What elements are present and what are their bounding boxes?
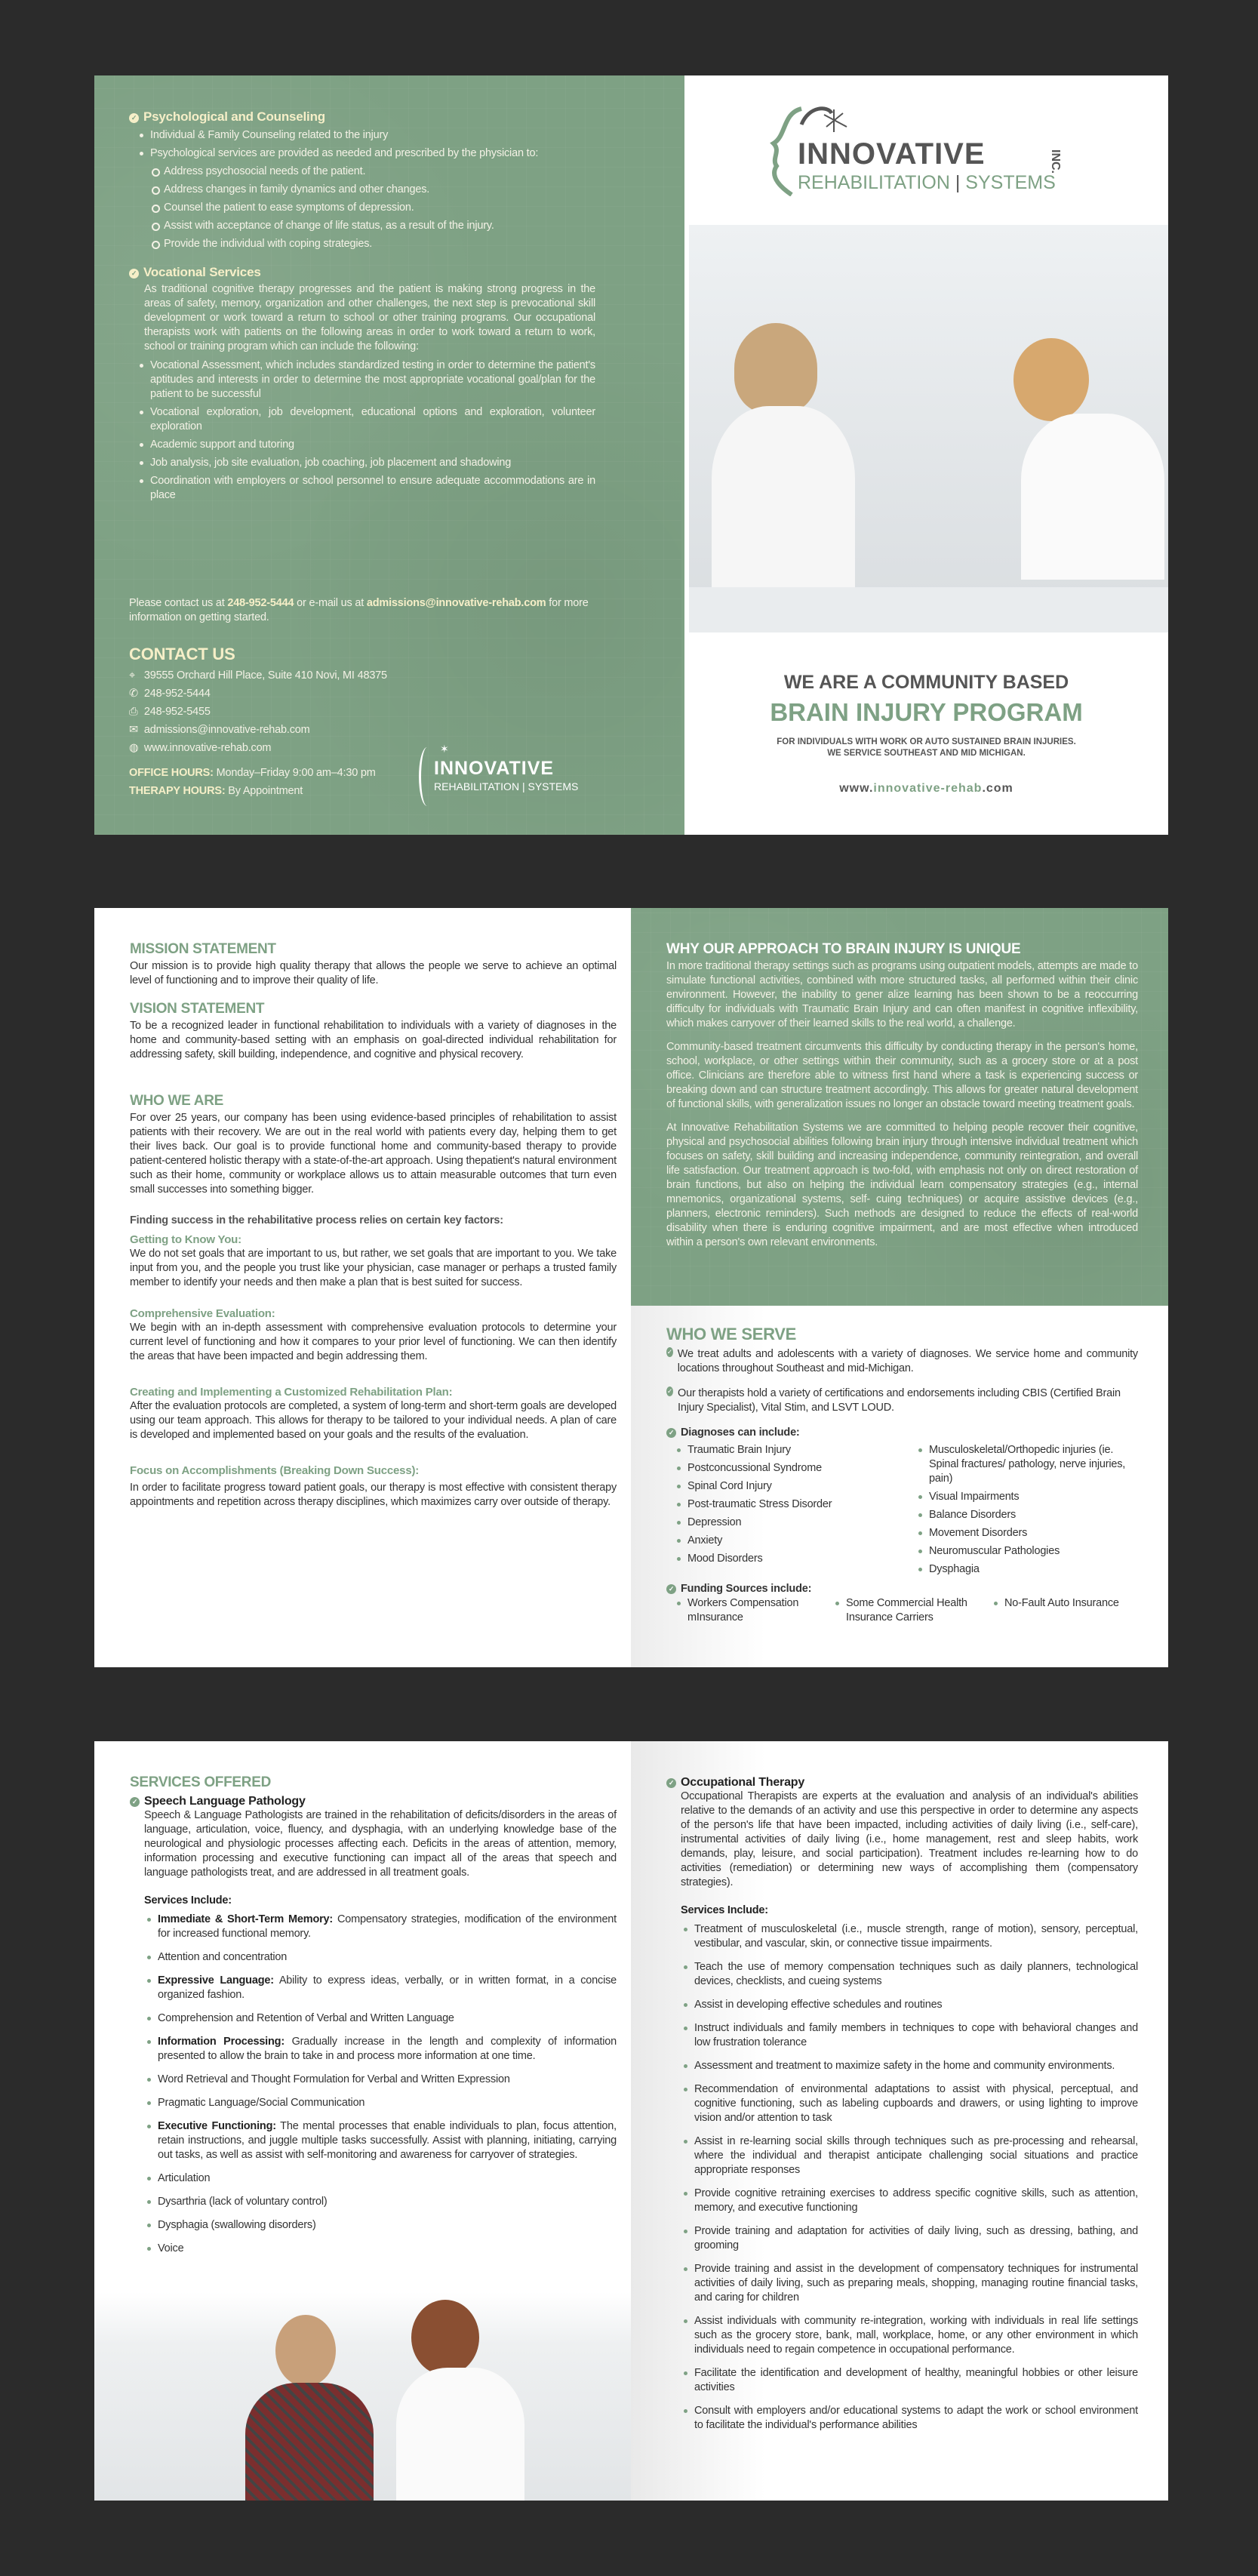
check-circle-icon: ✓ — [666, 1428, 676, 1438]
psych-subitem: Assist with acceptance of change of life status, as a result of the injury. — [137, 219, 595, 233]
logo-line1: INNOVATIVE — [798, 137, 986, 171]
funding-title: Funding Sources include: — [681, 1583, 812, 1595]
contact-email[interactable]: admissions@innovative-rehab.com — [143, 724, 310, 736]
prompt-text: Please contact us at — [129, 597, 228, 609]
ot-service-item: Assist in developing effective schedules and routines — [681, 1998, 1138, 2012]
ot-title: Occupational Therapy — [681, 1776, 805, 1789]
factor-item — [130, 1306, 617, 1364]
contact-title: CONTACT US — [129, 645, 235, 663]
logo-inc: INC. — [1049, 149, 1062, 174]
slp-service-item — [144, 2011, 617, 2026]
office-hours-label: OFFICE HOURS: — [129, 767, 214, 779]
check-circle-icon: ✓ — [129, 269, 139, 279]
envelope-icon: ✉ — [129, 724, 138, 736]
check-circle-icon: ✓ — [666, 1348, 673, 1356]
services-contact-column — [94, 75, 681, 835]
contact-prompt — [129, 596, 612, 625]
prompt-email-link[interactable]: admissions@innovative-rehab.com — [366, 597, 546, 609]
web-part: innovative-rehab — [873, 782, 983, 795]
prompt-text: for more information on getting started. — [129, 597, 589, 623]
slp-service-item — [144, 1950, 617, 1965]
vision-body: To be a recognized leader in functional rehabilitation to individuals with a variety of diagnoses in the home and community-based setting with an emphasis on goal-directed individual rehabilitation for addressing safety, skill building, independence, and cognitive and physical recovery. — [130, 1020, 617, 1060]
diagnosis-item: Post-traumatic Stress Disorder — [674, 1497, 915, 1512]
diagnosis-item: Anxiety — [674, 1534, 915, 1548]
factor-title: Getting to Know You: — [130, 1233, 241, 1246]
check-circle-icon: ✓ — [666, 1778, 676, 1788]
prompt-text: or e-mail us at — [294, 597, 367, 609]
factor-item — [130, 1463, 617, 1510]
ot-service-item: Provide cognitive retraining exercises to address specific cognitive skills, such as attention, memory, and executive functioning — [681, 2187, 1138, 2215]
slp-service-item — [144, 2195, 617, 2209]
ot-service-item-list — [681, 1922, 1138, 2433]
service-text: Voice — [158, 2242, 184, 2254]
factor-title: Focus on Accomplishments (Breaking Down Success): — [130, 1464, 420, 1477]
psych-item: Psychological services are provided as needed and prescribed by the physician to: — [137, 146, 595, 161]
logo-word: REHABILITATION — [798, 172, 950, 193]
vocational-item: Job analysis, job site evaluation, job coaching, job placement and shadowing — [137, 456, 595, 470]
web-part: www. — [839, 782, 874, 795]
factor-title: Creating and Implementing a Customized Rehabilitation Plan: — [130, 1386, 453, 1399]
ot-column — [631, 1741, 1168, 2501]
slp-title: Speech Language Pathology — [144, 1795, 306, 1808]
factor-body: We do not set goals that are important to us, but rather, we set goals that are important to you. We take input from you, and the people you trust like your physician, case manager or perhaps a trusted family member to identify your needs and then make a plan that is best suited for success. — [130, 1248, 617, 1288]
cover-headline — [684, 672, 1168, 796]
therapy-hours-label: THERAPY HOURS: — [129, 785, 226, 797]
diagnosis-item: Spinal Cord Injury — [674, 1479, 915, 1494]
why-unique-section — [631, 908, 1168, 1306]
contact-phone[interactable]: 248-952-5444 — [143, 688, 211, 700]
slp-services-title: Services Include: — [144, 1894, 232, 1907]
slp-services-list — [144, 1913, 617, 2256]
cover-line2: BRAIN INJURY PROGRAM — [770, 698, 1083, 726]
ot-service-item: Assist individuals with community re-integration, working with individuals in real life settings such as the grocery store, bank, mall, workplace, home, or any other environment in which individuals need to regain competence in occupational performance. — [681, 2314, 1138, 2357]
psych-subitem: Address changes in family dynamics and other changes. — [137, 183, 595, 197]
check-circle-icon: ✓ — [666, 1584, 676, 1594]
ot-service-item: Consult with employers and/or educational systems to adapt the work or school environment to facilitate the individual's performance abilities — [681, 2404, 1138, 2433]
slp-service-item — [144, 2119, 617, 2162]
cover-column — [681, 75, 1168, 835]
diagnosis-item: Depression — [674, 1516, 915, 1530]
contact-section — [129, 647, 446, 799]
phone-icon: ✆ — [129, 688, 138, 700]
diagnosis-item: Dysphagia — [915, 1562, 1127, 1577]
logo-word: SYSTEMS — [965, 172, 1056, 193]
service-text: Articulation — [158, 2172, 211, 2184]
slp-service-item — [144, 2073, 617, 2087]
psych-item: Individual & Family Counseling related to the injury — [137, 128, 595, 143]
who-we-are-body: For over 25 years, our company has been using evidence-based principles of rehabilitation to assist patients with their recovery. We are out in the real world with patients every day, helping them to get their lives back. Our goal is to provide functional home and community-based therapy to provide patient-centered holistic therapy with a state-of-the-art approach. Using thepatient's natural environment such as their home, community or workplace allows us to attain measurable outcomes that turn even small successes into something bigger. — [130, 1112, 617, 1196]
vocational-heading — [129, 265, 595, 279]
ot-service-item: Instruct individuals and family members in techniques to cope with behavioral changes and low frustration tolerance — [681, 2021, 1138, 2050]
service-label: Executive Functioning: — [158, 2120, 276, 2132]
why-title: WHY OUR APPROACH TO BRAIN INJURY IS UNIQUE — [666, 941, 1021, 957]
psych-item-list — [137, 128, 595, 161]
mission-body: Our mission is to provide high quality therapy that allows the people we serve to achieve an optimal level of functioning and to improve their quality of life. — [130, 960, 617, 986]
ot-service-item: Facilitate the identification and development of healthy, meaningful hobbies or other leisure activities — [681, 2366, 1138, 2395]
slp-service-item — [144, 2096, 617, 2110]
psych-subitem-list — [137, 165, 595, 251]
cover-line4: WE SERVICE SOUTHEAST AND MID MICHIGAN. — [827, 749, 1026, 758]
logo-word: REHABILITATION — [434, 780, 520, 792]
about-column — [130, 942, 617, 1667]
main-logo — [684, 106, 1168, 196]
vocational-item: Vocational exploration, job development, educational options and exploration, volunteer exploration — [137, 405, 595, 434]
diagnosis-item: Visual Impairments — [915, 1490, 1127, 1504]
why-paragraph: In more traditional therapy settings such as programs using outpatient models, attempts are made to simulate functional activities, combined with more structured tasks, all performed within their clinic environment. However, the inability to gener alize learning has been shown to be a reoccurring difficulty for individuals with Traumatic Brain Injury and can often manifest in cognitive inflexibility, which makes carryover of their learned skills to the real world, a challenge. — [666, 960, 1138, 1029]
diagnosis-item: Traumatic Brain Injury — [674, 1443, 915, 1457]
slp-service-item — [144, 2171, 617, 2186]
brochure-services-panel — [94, 1741, 1168, 2501]
ot-service-item: Provide training and adaptation for activities of daily living, such as dressing, bathing, and grooming — [681, 2224, 1138, 2253]
service-text: The mental processes that enable individuals to plan, focus attention, retain instructions, and juggle multiple tasks successfully. Assist with planning, initiating, carrying out tasks, as well as assist with self-monitoring and awareness for carryover of strategies. — [158, 2120, 617, 2161]
slp-service-item — [144, 1974, 617, 2002]
who-we-serve-title: WHO WE SERVE — [666, 1325, 797, 1343]
office-hours-value: Monday–Friday 9:00 am–4:30 pm — [213, 767, 376, 779]
vocational-title: Vocational Services — [143, 265, 261, 279]
vocational-item: Academic support and tutoring — [137, 438, 595, 452]
cover-website-link[interactable] — [684, 782, 1168, 796]
ot-body: Occupational Therapists are experts at the evaluation and analysis of an individual's abilities relative to the demands of an activity and use this perspective in order to determine any aspects of the person's life that have been impacted, including activities of daily living (i.e., self-care), instrumental activities of daily living (i.e., home management, rest and sleep habits, work demands, play, leisure, and social participation). Treatment includes re-learning how to do activities (remediation) or determining new ways of accomplishing them (compensatory strategies). — [681, 1790, 1138, 1888]
logo-word: SYSTEMS — [527, 780, 579, 792]
diagnosis-item-list — [915, 1443, 1127, 1580]
star-arc-icon — [798, 106, 858, 136]
ot-service-item: Recommendation of environmental adaptations to assist with physical, perceptual, and cognitive functioning, such as labeling cupboards and drawers, or using lighting to improve vision and/or attention to task — [681, 2082, 1138, 2125]
factor-body: We begin with an in-depth assessment with comprehensive evaluation protocols to determine your current level of functioning and how it compares to your prior level of functioning. We can then identify the areas that have been impacted and begin addressing them. — [130, 1322, 617, 1362]
vision-title: VISION STATEMENT — [130, 1001, 265, 1017]
ot-service-item: Assessment and treatment to maximize safety in the home and community environments. — [681, 2059, 1138, 2073]
psych-subitem: Address psychosocial needs of the patient. — [137, 165, 595, 179]
logo-line1: INNOVATIVE — [434, 758, 555, 779]
service-text: Word Retrieval and Thought Formulation for Verbal and Written Expression — [158, 2073, 510, 2085]
speech-column — [130, 1775, 617, 2501]
slp-service-item — [144, 2218, 617, 2233]
who-we-are-title: WHO WE ARE — [130, 1093, 224, 1109]
diagnosis-item: Movement Disorders — [915, 1526, 1127, 1540]
psych-title: Psychological and Counseling — [143, 109, 325, 124]
slp-service-item — [144, 1913, 617, 1941]
diagnosis-item: Mood Disorders — [674, 1552, 915, 1566]
psych-heading — [129, 109, 595, 124]
funding-item: Workers Compensation mInsurance — [674, 1596, 817, 1625]
diagnosis-item-list — [674, 1443, 915, 1580]
service-label: Information Processing: — [158, 2036, 285, 2048]
services-offered-title: SERVICES OFFERED — [130, 1774, 271, 1790]
brochure-inside-panel — [94, 908, 1168, 1667]
diagnoses-title: Diagnoses can include: — [681, 1426, 800, 1439]
ot-service-item: Provide training and assist in the development of compensatory techniques for instrumental activities of daily living, such as preparing meals, shopping, managing routine financial tasks, and caring for children — [681, 2262, 1138, 2305]
factors-intro: Finding success in the rehabilitative process relies on certain key factors: — [130, 1214, 503, 1226]
ot-services-title: Services Include: — [681, 1904, 768, 1916]
diagnosis-item: Musculoskeletal/Orthopedic injuries (ie. Spinal fractures/ pathology, nerve injuries, pain) — [915, 1443, 1127, 1486]
psych-subitem: Counsel the patient to ease symptoms of depression. — [137, 201, 595, 215]
factor-title: Comprehensive Evaluation: — [130, 1307, 275, 1320]
prompt-phone-link[interactable]: 248-952-5444 — [227, 597, 294, 609]
cover-photo-therapist-patient — [689, 225, 1168, 632]
why-paragraph: At Innovative Rehabilitation Systems we are committed to helping people recover their cognitive, physical and psychosocial abilities following brain injury through intensive individual treatment which focuses on safety, skill building and increasing independence, community reintegration, and overall life satisfaction. Our treatment approach is two-fold, with emphasis not only on direct restoration of brain functions, but also on helping the individual learn compensatory strategies (e.g., internal mnemonics, organizational systems, self- cuing techniques) or acquire assistive devices (e.g., planners, electronic reminders). Such methods are designed to reduce the effects of real-world disability when there is enduring cognitive impairment, and are most effective when introduced within a person's own relevant environments. — [666, 1122, 1138, 1248]
factor-list — [130, 1233, 617, 1510]
service-text: Ability to express ideas, verbally, or in written format, in a concise organized fashion. — [158, 1974, 617, 2001]
service-text: Compensatory strategies, modification of the environment for increased functional memory. — [158, 1913, 617, 1940]
slp-service-item — [144, 2035, 617, 2064]
service-label: Expressive Language: — [158, 1974, 274, 1987]
vocational-intro: As traditional cognitive therapy progresses and the patient is making strong progress in the areas of safety, memory, organization and other challenges, the next step is prevocational skill development or work toward a return to school or other training programs. Our occupational therapists work with patients on the following areas in order to work toward a return to work, school or training program which can include the following: — [144, 283, 595, 352]
diagnosis-item: Postconcussional Syndrome — [674, 1461, 915, 1476]
star-icon: ✶ — [440, 743, 449, 755]
why-paragraph: Community-based treatment circumvents this difficulty by conducting therapy in the person's home, school, workplace, or other settings within their community, such as a grocery store or at a post office. Clinicians are therefore able to witness first hand where a task is experiencing success or breaking down and can structure treatment accordingly. This allows for greater natural development of functional skills, with generalization issues no longer an obstacle toward meeting treatment goals. — [666, 1041, 1138, 1110]
vocational-item: Vocational Assessment, which includes standardized testing in order to determine the patient's aptitudes and interests in order to determine the most appropriate vocational goal/plan for the patient to be successful — [137, 359, 595, 402]
service-text: Attention and concentration — [158, 1951, 288, 1963]
check-circle-icon: ✓ — [130, 1797, 140, 1807]
service-text: Dysphagia (swallowing disorders) — [158, 2219, 316, 2231]
psych-subitem: Provide the individual with coping strategies. — [137, 237, 595, 251]
web-part: .com — [982, 782, 1013, 795]
service-text: Dysarthria (lack of voluntary control) — [158, 2196, 328, 2208]
factor-body: After the evaluation protocols are completed, a system of long-term and short-term goals are developed using our team approach. This allows for therapy to be tailored to your individual needs. A plan of care is developed and implemented based on your goals and the results of the evaluation. — [130, 1400, 617, 1441]
service-label: Immediate & Short-Term Memory: — [158, 1913, 334, 1925]
globe-icon: ◍ — [129, 742, 139, 754]
serve-paragraph: Our therapists hold a variety of certifications and endorsements including CBIS (Certified Brain Injury Specialist), Vital Stim, and LSVT LOUD. — [678, 1387, 1121, 1414]
ot-service-item: Assist in re-learning social skills through techniques such as pre-processing and rehearsal, where the individual and therapist anticipate challenging social situations and practice appropriate responses — [681, 2134, 1138, 2177]
service-text: Pragmatic Language/Social Communication — [158, 2097, 365, 2109]
contact-fax: 248-952-5455 — [143, 706, 211, 718]
slp-body: Speech & Language Pathologists are trained in the rehabilitation of deficits/disorders in the areas of language, articulation, voice, fluency, and dysphagia, with an underlying knowledge base of the neurological and physiologic processes affecting each. Deficits in the areas of attention, memory, information processing and executive functioning can impact all of the areas that speech and language pathologists treat, and are addressed in all treatment goals. — [144, 1809, 617, 1879]
service-text: Gradually increase in the length and complexity of information presented to allow the brain to take in and process more information at one time. — [158, 2036, 617, 2062]
check-circle-icon: ✓ — [666, 1387, 673, 1395]
funding-item: No-Fault Auto Insurance — [991, 1596, 1134, 1625]
fax-printer-icon: ⎙ — [129, 706, 138, 718]
vocational-item-list — [137, 359, 595, 503]
cover-line3: FOR INDIVIDUALS WITH WORK OR AUTO SUSTAINED BRAIN INJURIES. — [777, 737, 1076, 746]
funding-item-list — [674, 1596, 1138, 1629]
therapy-hours-value: By Appointment — [225, 785, 303, 797]
check-circle-icon: ✓ — [129, 113, 139, 123]
brochure-outside-panel — [94, 75, 1168, 835]
diagnosis-item: Neuromuscular Pathologies — [915, 1544, 1127, 1559]
factor-item — [130, 1233, 617, 1290]
slp-service-item — [144, 2242, 617, 2256]
diagnosis-item: Balance Disorders — [915, 1508, 1127, 1522]
serve-paragraph: We treat adults and adolescents with a variety of diagnoses. We service home and community locations throughout Southeast and mid-Michigan. — [677, 1348, 1138, 1374]
location-pin-icon: ⌖ — [129, 669, 135, 682]
logo-line2: REHABILITATION | SYSTEMS — [798, 172, 1056, 193]
ot-service-item: Treatment of musculoskeletal (i.e., muscle strength, range of motion), sensory, perceptual, vestibular, and vascular, skin, or connective tissue impairments. — [681, 1922, 1138, 1951]
mission-title: MISSION STATEMENT — [130, 941, 276, 957]
ot-service-item: Teach the use of memory compensation techniques such as daily planners, technological devices, checklists, and cueing systems — [681, 1960, 1138, 1989]
cover-line1: WE ARE A COMMUNITY BASED — [783, 672, 1069, 693]
logo-line2: REHABILITATION | SYSTEMS — [434, 780, 579, 792]
contact-address: 39555 Orchard Hill Place, Suite 410 Novi, MI 48375 — [143, 669, 387, 682]
contact-website[interactable]: www.innovative-rehab.com — [143, 742, 272, 754]
factor-item — [130, 1385, 617, 1442]
factor-body: In order to facilitate progress toward patient goals, our therapy is most effective with consistent therapy appointments and repetition across therapy disciplines, which maximizes carry over outside of therapy. — [130, 1482, 617, 1508]
who-we-serve-section — [631, 1306, 1168, 1667]
funding-item: Some Commercial Health Insurance Carriers — [832, 1596, 976, 1625]
service-text: Comprehension and Retention of Verbal and Written Language — [158, 2012, 454, 2024]
vocational-item: Coordination with employers or school personnel to ensure adequate accommodations are in place — [137, 474, 595, 503]
head-profile-icon — [419, 747, 435, 806]
